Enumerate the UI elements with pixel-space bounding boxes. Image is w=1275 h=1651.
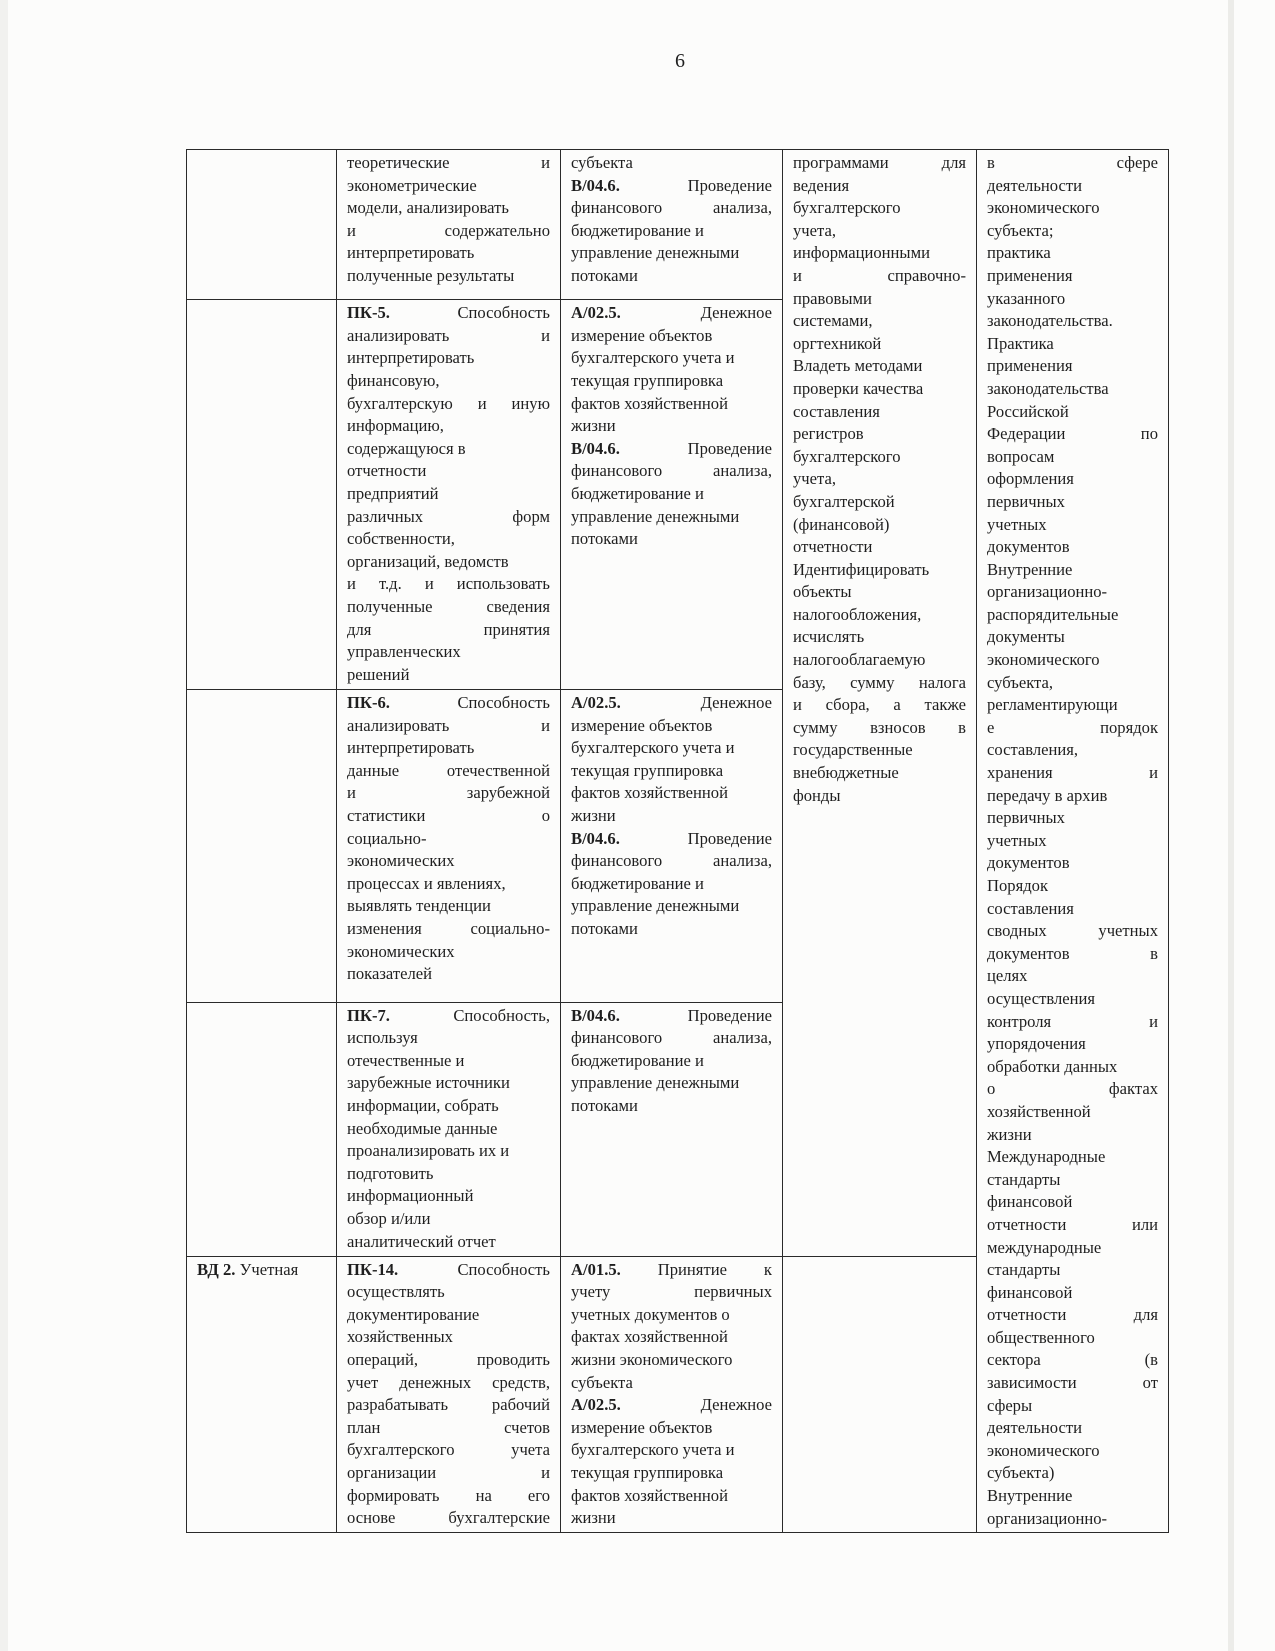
skills-text-line: базу, сумму налога xyxy=(793,672,966,692)
competence-text-line: учет денежных средств, xyxy=(347,1372,550,1392)
knowledge-text-line: Внутренние xyxy=(987,559,1073,579)
labour-function-text-line: потоками xyxy=(571,918,638,938)
labour-function-text-line: фактов хозяйственной xyxy=(571,1485,728,1505)
knowledge-text-line: Международные xyxy=(987,1147,1106,1167)
knowledge-text-line: оформления xyxy=(987,469,1074,489)
knowledge-text-line: вопросам xyxy=(987,446,1055,466)
labour-function-first-word: Проведение xyxy=(687,1005,772,1025)
competence-text-line: интерпретировать xyxy=(347,738,475,758)
labour-function-text-line: измерение объектов xyxy=(571,715,713,735)
competence-cell xyxy=(337,300,561,690)
labour-function-text-line: бюджетирование и xyxy=(571,220,704,240)
competence-first-word: Способность xyxy=(457,693,550,713)
competence-text-line: отечественные и xyxy=(347,1050,465,1070)
labour-function-text-line: бухгалтерского учета и xyxy=(571,738,735,758)
labour-function-first-word: Проведение xyxy=(687,828,772,848)
knowledge-cell xyxy=(977,150,1169,1533)
competence-cell xyxy=(337,150,561,300)
competence-text-line: используя xyxy=(347,1028,418,1048)
labour-function-code: A/02.5. xyxy=(571,1395,621,1415)
knowledge-text-line: зависимости от xyxy=(987,1373,1158,1393)
competence-text-line: для принятия xyxy=(347,619,550,639)
labour-function-text-line: фактов хозяйственной xyxy=(571,393,728,413)
knowledge-text-line: Федерации по xyxy=(987,424,1158,444)
labour-function-cell xyxy=(561,690,783,1003)
labour-function-code: B/04.6. xyxy=(571,175,620,195)
competence-text-line: план счетов xyxy=(347,1417,550,1437)
labour-function-text-line: потоками xyxy=(571,265,638,285)
knowledge-text-line: е порядок xyxy=(987,717,1158,737)
labour-function-first-word: Проведение xyxy=(687,438,772,458)
knowledge-text-line: учетных xyxy=(987,514,1047,534)
scan-right-edge xyxy=(1228,0,1234,1651)
labour-function-cell xyxy=(561,1256,783,1533)
labour-function-text-line: измерение объектов xyxy=(571,1417,713,1437)
knowledge-text-line: регламентирующи xyxy=(987,695,1118,715)
knowledge-text-line: отчетности для xyxy=(987,1305,1158,1325)
knowledge-text-line: хранения и xyxy=(987,763,1158,783)
competence-text-line: организации и xyxy=(347,1462,550,1482)
skills-text-line: бухгалтерской xyxy=(793,491,895,511)
knowledge-text-line: применения xyxy=(987,356,1073,376)
knowledge-text-line: документы xyxy=(987,627,1065,647)
skills-cell xyxy=(783,150,977,1257)
skills-text-line: и справочно- xyxy=(793,265,966,285)
activity-type-cell xyxy=(187,1256,337,1533)
competence-text-line: изменения социально- xyxy=(347,918,550,938)
competence-text-line: операций, проводить xyxy=(347,1349,550,1369)
skills-text-line: составления xyxy=(793,401,880,421)
activity-type-cell xyxy=(187,300,337,690)
labour-function-text-line: бюджетирование и xyxy=(571,1050,704,1070)
labour-function-text-line: жизни xyxy=(571,806,616,826)
competence-text-line: управленческих xyxy=(347,642,461,662)
skills-text-line: бухгалтерского xyxy=(793,446,901,466)
knowledge-text-line: финансовой xyxy=(987,1282,1073,1302)
labour-function-code: B/04.6. xyxy=(571,828,620,848)
labour-function-cell xyxy=(561,150,783,300)
competence-text-line: информации, собрать xyxy=(347,1095,499,1115)
labour-function-first-word: Денежное xyxy=(700,693,772,713)
skills-text-line: (финансовой) xyxy=(793,514,890,534)
competence-text-line: содержащуюся в xyxy=(347,438,466,458)
competence-heading xyxy=(347,1259,550,1282)
competence-text-line: экономических xyxy=(347,851,455,871)
labour-function-text-line: финансового анализа, xyxy=(571,461,772,481)
competence-text-line: анализировать и xyxy=(347,715,550,735)
competence-text-line: отчетности xyxy=(347,461,427,481)
knowledge-text-line: сводных учетных xyxy=(987,921,1158,941)
knowledge-text-line: международные xyxy=(987,1237,1102,1257)
knowledge-text-line: документов в xyxy=(987,943,1158,963)
competence-text-line: данные отечественной xyxy=(347,760,550,780)
knowledge-text-line: экономического xyxy=(987,198,1100,218)
competence-code: ПК-5. xyxy=(347,303,390,323)
competence-text-line: интерпретировать xyxy=(347,348,475,368)
competence-code: ПК-7. xyxy=(347,1005,390,1025)
competence-code: ПК-14. xyxy=(347,1259,399,1279)
skills-text-line: программами для xyxy=(793,153,966,172)
knowledge-text-line: экономического xyxy=(987,650,1100,670)
skills-text-line: фонды xyxy=(793,785,841,805)
competence-cell xyxy=(337,1002,561,1256)
labour-function-text-line: текущая группировка xyxy=(571,371,724,391)
labour-function-heading xyxy=(571,1005,772,1028)
labour-function-text-line: жизни xyxy=(571,416,616,436)
labour-function-text-line: измерение объектов xyxy=(571,325,713,345)
competence-text-line: зарубежные источники xyxy=(347,1073,510,1093)
activity-type-cell xyxy=(187,150,337,300)
labour-function-heading xyxy=(571,692,772,715)
skills-text-line: объекты xyxy=(793,582,852,602)
labour-function-text-line: учету первичных xyxy=(571,1282,772,1302)
knowledge-text-line: Порядок xyxy=(987,876,1049,895)
knowledge-text-line: стандарты xyxy=(987,1169,1061,1189)
competence-text-line: социально- xyxy=(347,828,427,848)
competence-cell xyxy=(337,690,561,1003)
competence-text-line: аналитический отчет xyxy=(347,1231,496,1251)
competence-text-line: основе бухгалтерские xyxy=(347,1508,550,1528)
skills-text-line: системами, xyxy=(793,311,873,331)
skills-text-line: оргтехникой xyxy=(793,333,882,353)
knowledge-text-line: законодательства xyxy=(987,378,1109,398)
knowledge-text-line: субъекта) xyxy=(987,1463,1055,1483)
labour-function-text-line: потоками xyxy=(571,1095,638,1115)
competence-text-line: различных форм xyxy=(347,506,550,526)
skills-text-line: информационными xyxy=(793,243,930,263)
competence-text-line: информационный xyxy=(347,1186,474,1206)
skills-text-line: государственные xyxy=(793,740,913,760)
labour-function-code: B/04.6. xyxy=(571,1005,620,1025)
competence-text-line: и т.д. и использовать xyxy=(347,574,550,594)
competence-text-line: и зарубежной xyxy=(347,783,550,803)
knowledge-text-line: первичных xyxy=(987,808,1065,828)
competence-text-line: бухгалтерского учета xyxy=(347,1440,550,1460)
knowledge-text-line: передачу в архив xyxy=(987,785,1108,805)
competence-text-line: интерпретировать xyxy=(347,243,475,263)
competence-first-word: Способность, xyxy=(453,1005,550,1025)
competence-text-line: модели, анализировать xyxy=(347,198,509,218)
activity-type-cell xyxy=(187,1002,337,1256)
competence-first-word: Способность xyxy=(457,1259,550,1279)
competence-text-line: предприятий xyxy=(347,484,439,504)
labour-function-text-line: управление денежными xyxy=(571,1073,740,1093)
knowledge-text-line: осуществления xyxy=(987,988,1095,1008)
activity-type-name: Учетная xyxy=(239,1259,299,1279)
labour-function-code: A/02.5. xyxy=(571,693,621,713)
knowledge-text-line: организационно- xyxy=(987,582,1108,602)
knowledge-text-line: финансовой xyxy=(987,1192,1073,1212)
knowledge-text-line: субъекта, xyxy=(987,672,1054,692)
labour-function-text-line: текущая группировка xyxy=(571,1462,724,1482)
knowledge-text-line: сектора (в xyxy=(987,1350,1158,1370)
skills-text-line: ведения xyxy=(793,175,850,195)
scan-left-edge xyxy=(0,0,8,1651)
labour-function-text-line: жизни экономического xyxy=(571,1349,733,1369)
skills-text-line: налогооблагаемую xyxy=(793,650,926,670)
knowledge-text-line: Российской xyxy=(987,401,1069,421)
competence-text-line: организаций, ведомств xyxy=(347,551,509,571)
labour-function-text-line: финансового анализа, xyxy=(571,851,772,871)
labour-function-text-line: управление денежными xyxy=(571,243,740,263)
labour-function-code: A/01.5. xyxy=(571,1259,621,1279)
competence-text-line: собственности, xyxy=(347,529,455,549)
labour-function-text-line: бухгалтерского учета и xyxy=(571,1440,735,1460)
knowledge-text-line: экономического xyxy=(987,1440,1100,1460)
knowledge-text-line: хозяйственной xyxy=(987,1101,1091,1121)
competence-text-line: бухгалтерскую и иную xyxy=(347,393,550,413)
competence-text-line: и содержательно xyxy=(347,220,550,240)
labour-function-first-word: Денежное xyxy=(700,1395,772,1415)
competence-cell xyxy=(337,1256,561,1533)
knowledge-text-line: стандарты xyxy=(987,1260,1061,1280)
labour-function-heading xyxy=(571,302,772,325)
skills-text-line: сумму взносов в xyxy=(793,717,966,737)
labour-function-text-line: бюджетирование и xyxy=(571,873,704,893)
competence-text-line: полученные результаты xyxy=(347,265,515,285)
labour-function-heading xyxy=(571,828,772,851)
labour-function-first-word: Проведение xyxy=(687,175,772,195)
knowledge-text-line: общественного xyxy=(987,1327,1095,1347)
labour-function-heading xyxy=(571,1394,772,1417)
knowledge-text-line: составления, xyxy=(987,740,1079,760)
knowledge-text-line: практика xyxy=(987,243,1051,263)
knowledge-text-line: отчетности или xyxy=(987,1214,1158,1234)
labour-function-text-line: фактов хозяйственной xyxy=(571,783,728,803)
knowledge-text-line: Внутренние xyxy=(987,1486,1073,1506)
skills-text-line: внебюджетные xyxy=(793,763,899,783)
labour-function-text-line: текущая группировка xyxy=(571,760,724,780)
labour-function-heading xyxy=(571,175,772,198)
skills-text-line: Владеть методами xyxy=(793,356,923,376)
competence-text-line: показателей xyxy=(347,964,432,984)
competence-text-line: проанализировать их и xyxy=(347,1141,510,1161)
labour-function-heading xyxy=(571,438,772,461)
knowledge-text-line: деятельности xyxy=(987,175,1082,195)
labour-function-text-line: финансового анализа, xyxy=(571,1028,772,1048)
skills-text-line: правовыми xyxy=(793,288,872,308)
labour-function-cell xyxy=(561,1002,783,1256)
activity-type-cell xyxy=(187,690,337,1003)
competence-text-line: теоретические и xyxy=(347,153,550,172)
table-row xyxy=(187,150,1169,300)
knowledge-text-line: целях xyxy=(987,966,1028,986)
skills-text-line: проверки качества xyxy=(793,378,924,398)
knowledge-text-line: о фактах xyxy=(987,1079,1158,1099)
skills-cell-empty xyxy=(783,1256,977,1533)
skills-text-line: учета, xyxy=(793,469,836,489)
competence-heading xyxy=(347,692,550,715)
labour-function-heading xyxy=(571,1259,772,1282)
labour-function-code: A/02.5. xyxy=(571,303,621,323)
labour-function-text-line: финансового анализа, xyxy=(571,198,772,218)
competence-first-word: Способность xyxy=(457,303,550,323)
labour-function-text-line: фактах хозяйственной xyxy=(571,1327,728,1347)
labour-function-text-line: потоками xyxy=(571,529,638,549)
skills-text-line: бухгалтерского xyxy=(793,198,901,218)
knowledge-text-line: законодательства. xyxy=(987,311,1113,331)
knowledge-text-line: документов xyxy=(987,853,1070,873)
competence-text-line: экономических xyxy=(347,941,455,961)
labour-function-text-line: жизни xyxy=(571,1508,616,1528)
knowledge-text-line: первичных xyxy=(987,491,1065,511)
knowledge-text-line: упорядочения xyxy=(987,1034,1086,1054)
knowledge-text-line: применения xyxy=(987,265,1073,285)
competence-text-line: хозяйственных xyxy=(347,1327,453,1347)
competence-text-line: необходимые данные xyxy=(347,1118,498,1138)
knowledge-text-line: документов xyxy=(987,537,1070,557)
competence-heading xyxy=(347,302,550,325)
labour-function-first-word: Денежное xyxy=(700,303,772,323)
labour-function-text-line: субъекта xyxy=(571,1372,633,1392)
skills-text-line: исчислять xyxy=(793,627,865,647)
knowledge-text-line: сферы xyxy=(987,1395,1033,1415)
competence-text-line: документирование xyxy=(347,1304,480,1324)
knowledge-text-line: обработки данных xyxy=(987,1056,1118,1076)
skills-text-line: отчетности xyxy=(793,537,873,557)
activity-type-code: ВД 2. xyxy=(197,1259,236,1279)
labour-function-text-line: учетных документов о xyxy=(571,1304,730,1324)
knowledge-text-line: организационно- xyxy=(987,1508,1108,1528)
competence-code: ПК-6. xyxy=(347,693,390,713)
competence-text-line: выявлять тенденции xyxy=(347,896,491,916)
competence-text-line: процессах и явлениях, xyxy=(347,873,506,893)
competence-text-line: формировать на его xyxy=(347,1485,550,1505)
knowledge-text-line: учетных xyxy=(987,830,1047,850)
labour-function-text-line: управление денежными xyxy=(571,896,740,916)
competence-text-line: информацию, xyxy=(347,416,444,436)
competence-text-line: эконометрические xyxy=(347,175,477,195)
labour-function-text-line: субъекта xyxy=(571,153,633,172)
competence-text-line: разрабатывать рабочий xyxy=(347,1395,550,1415)
labour-function-text-line: управление денежными xyxy=(571,506,740,526)
knowledge-text-line: жизни xyxy=(987,1124,1032,1144)
page-number: 6 xyxy=(675,50,685,72)
skills-text-line: Идентифицировать xyxy=(793,559,930,579)
competence-text-line: финансовую, xyxy=(347,371,440,391)
competence-text-line: решений xyxy=(347,664,410,684)
labour-function-first-word: Принятие к xyxy=(657,1259,772,1279)
knowledge-text-line: указанного xyxy=(987,288,1066,308)
knowledge-text-line: контроля и xyxy=(987,1011,1158,1031)
competence-text-line: статистики о xyxy=(347,806,550,826)
competence-table xyxy=(186,149,1169,1533)
competence-text-line: анализировать и xyxy=(347,325,550,345)
competence-text-line: обзор и/или xyxy=(347,1208,431,1228)
knowledge-text-line: в сфере xyxy=(987,153,1158,172)
knowledge-text-line: субъекта; xyxy=(987,220,1054,240)
competence-heading xyxy=(347,1005,550,1028)
labour-function-text-line: бюджетирование и xyxy=(571,484,704,504)
knowledge-text-line: составления xyxy=(987,898,1074,918)
labour-function-cell xyxy=(561,300,783,690)
knowledge-text-line: распорядительные xyxy=(987,604,1119,624)
labour-function-code: B/04.6. xyxy=(571,438,620,458)
knowledge-text-line: Практика xyxy=(987,333,1054,353)
knowledge-text-line: деятельности xyxy=(987,1418,1082,1438)
skills-text-line: налогообложения, xyxy=(793,604,922,624)
competence-text-line: осуществлять xyxy=(347,1282,445,1302)
competence-text-line: полученные сведения xyxy=(347,596,550,616)
competence-text-line: подготовить xyxy=(347,1163,434,1183)
skills-text-line: учета, xyxy=(793,220,836,240)
skills-text-line: регистров xyxy=(793,424,864,444)
skills-text-line: и сбора, а также xyxy=(793,695,966,715)
labour-function-text-line: бухгалтерского учета и xyxy=(571,348,735,368)
